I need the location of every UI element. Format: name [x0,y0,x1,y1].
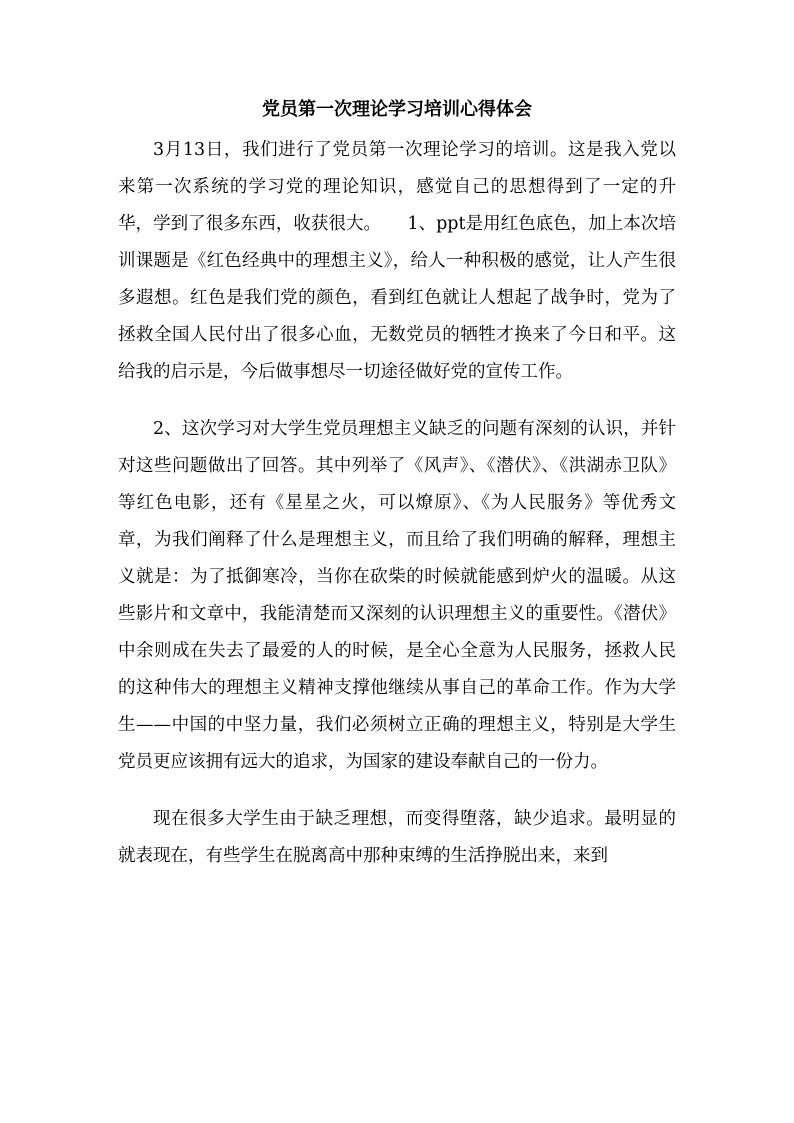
paragraph-gap [118,787,676,801]
document-title: 党员第一次理论学习培训心得体会 [262,99,532,120]
paragraph-gap [118,397,676,411]
document-body [118,96,676,881]
paragraph-1: 3月13日，我们进行了党员第一次理论学习的培训。这是我入党以来第一次系统的学习党的理论知识，感觉自己的思想得到了一定的升华，学到了很多东西，收获很大。 1、ppt是用红色底色，加上本次培训课题是《红色经典中的理想主义》，给人一种积极的感觉，让人产生很多遐想。红色是我们党的颜色，看到红色就让人想起了战争时，党为了拯救全国人民付出了很多心血，无数党员的牺牲才换来了今日和平。这给我的启示是，今后做事想尽一切途径做好党的宣传工作。 [118,140,676,382]
paragraph-2: 2、这次学习对大学生党员理想主义缺乏的问题有深刻的认识，并针对这些问题做出了回答。其中列举了《风声》、《潜伏》、《洪湖赤卫队》等红色电影，还有《星星之火，可以燎原》、《为人民服务》等优秀文章，为我们阐释了什么是理想主义，而且给了我们明确的解释，理想主义就是：为了抵御寒冷，当你在砍柴的时候就能感到炉火的温暖。从这些影片和文章中，我能清楚而又深刻的认识理想主义的重要性。《潜伏》中余则成在失去了最爱的人的时候，是全心全意为人民服务，拯救人民的这种伟大的理想主义精神支撑他继续从事自己的革命工作。作为大学生——中国的中坚力量，我们必须树立正确的理想主义，特别是大学生党员更应该拥有远大的追求，为国家的建设奉献自己的一份力。 [118,419,676,772]
paragraph-3: 现在很多大学生由于缺乏理想，而变得堕落，缺少追求。最明显的就表现在，有些学生在脱离高中那种束缚的生活挣脱出来，来到 [118,809,676,866]
